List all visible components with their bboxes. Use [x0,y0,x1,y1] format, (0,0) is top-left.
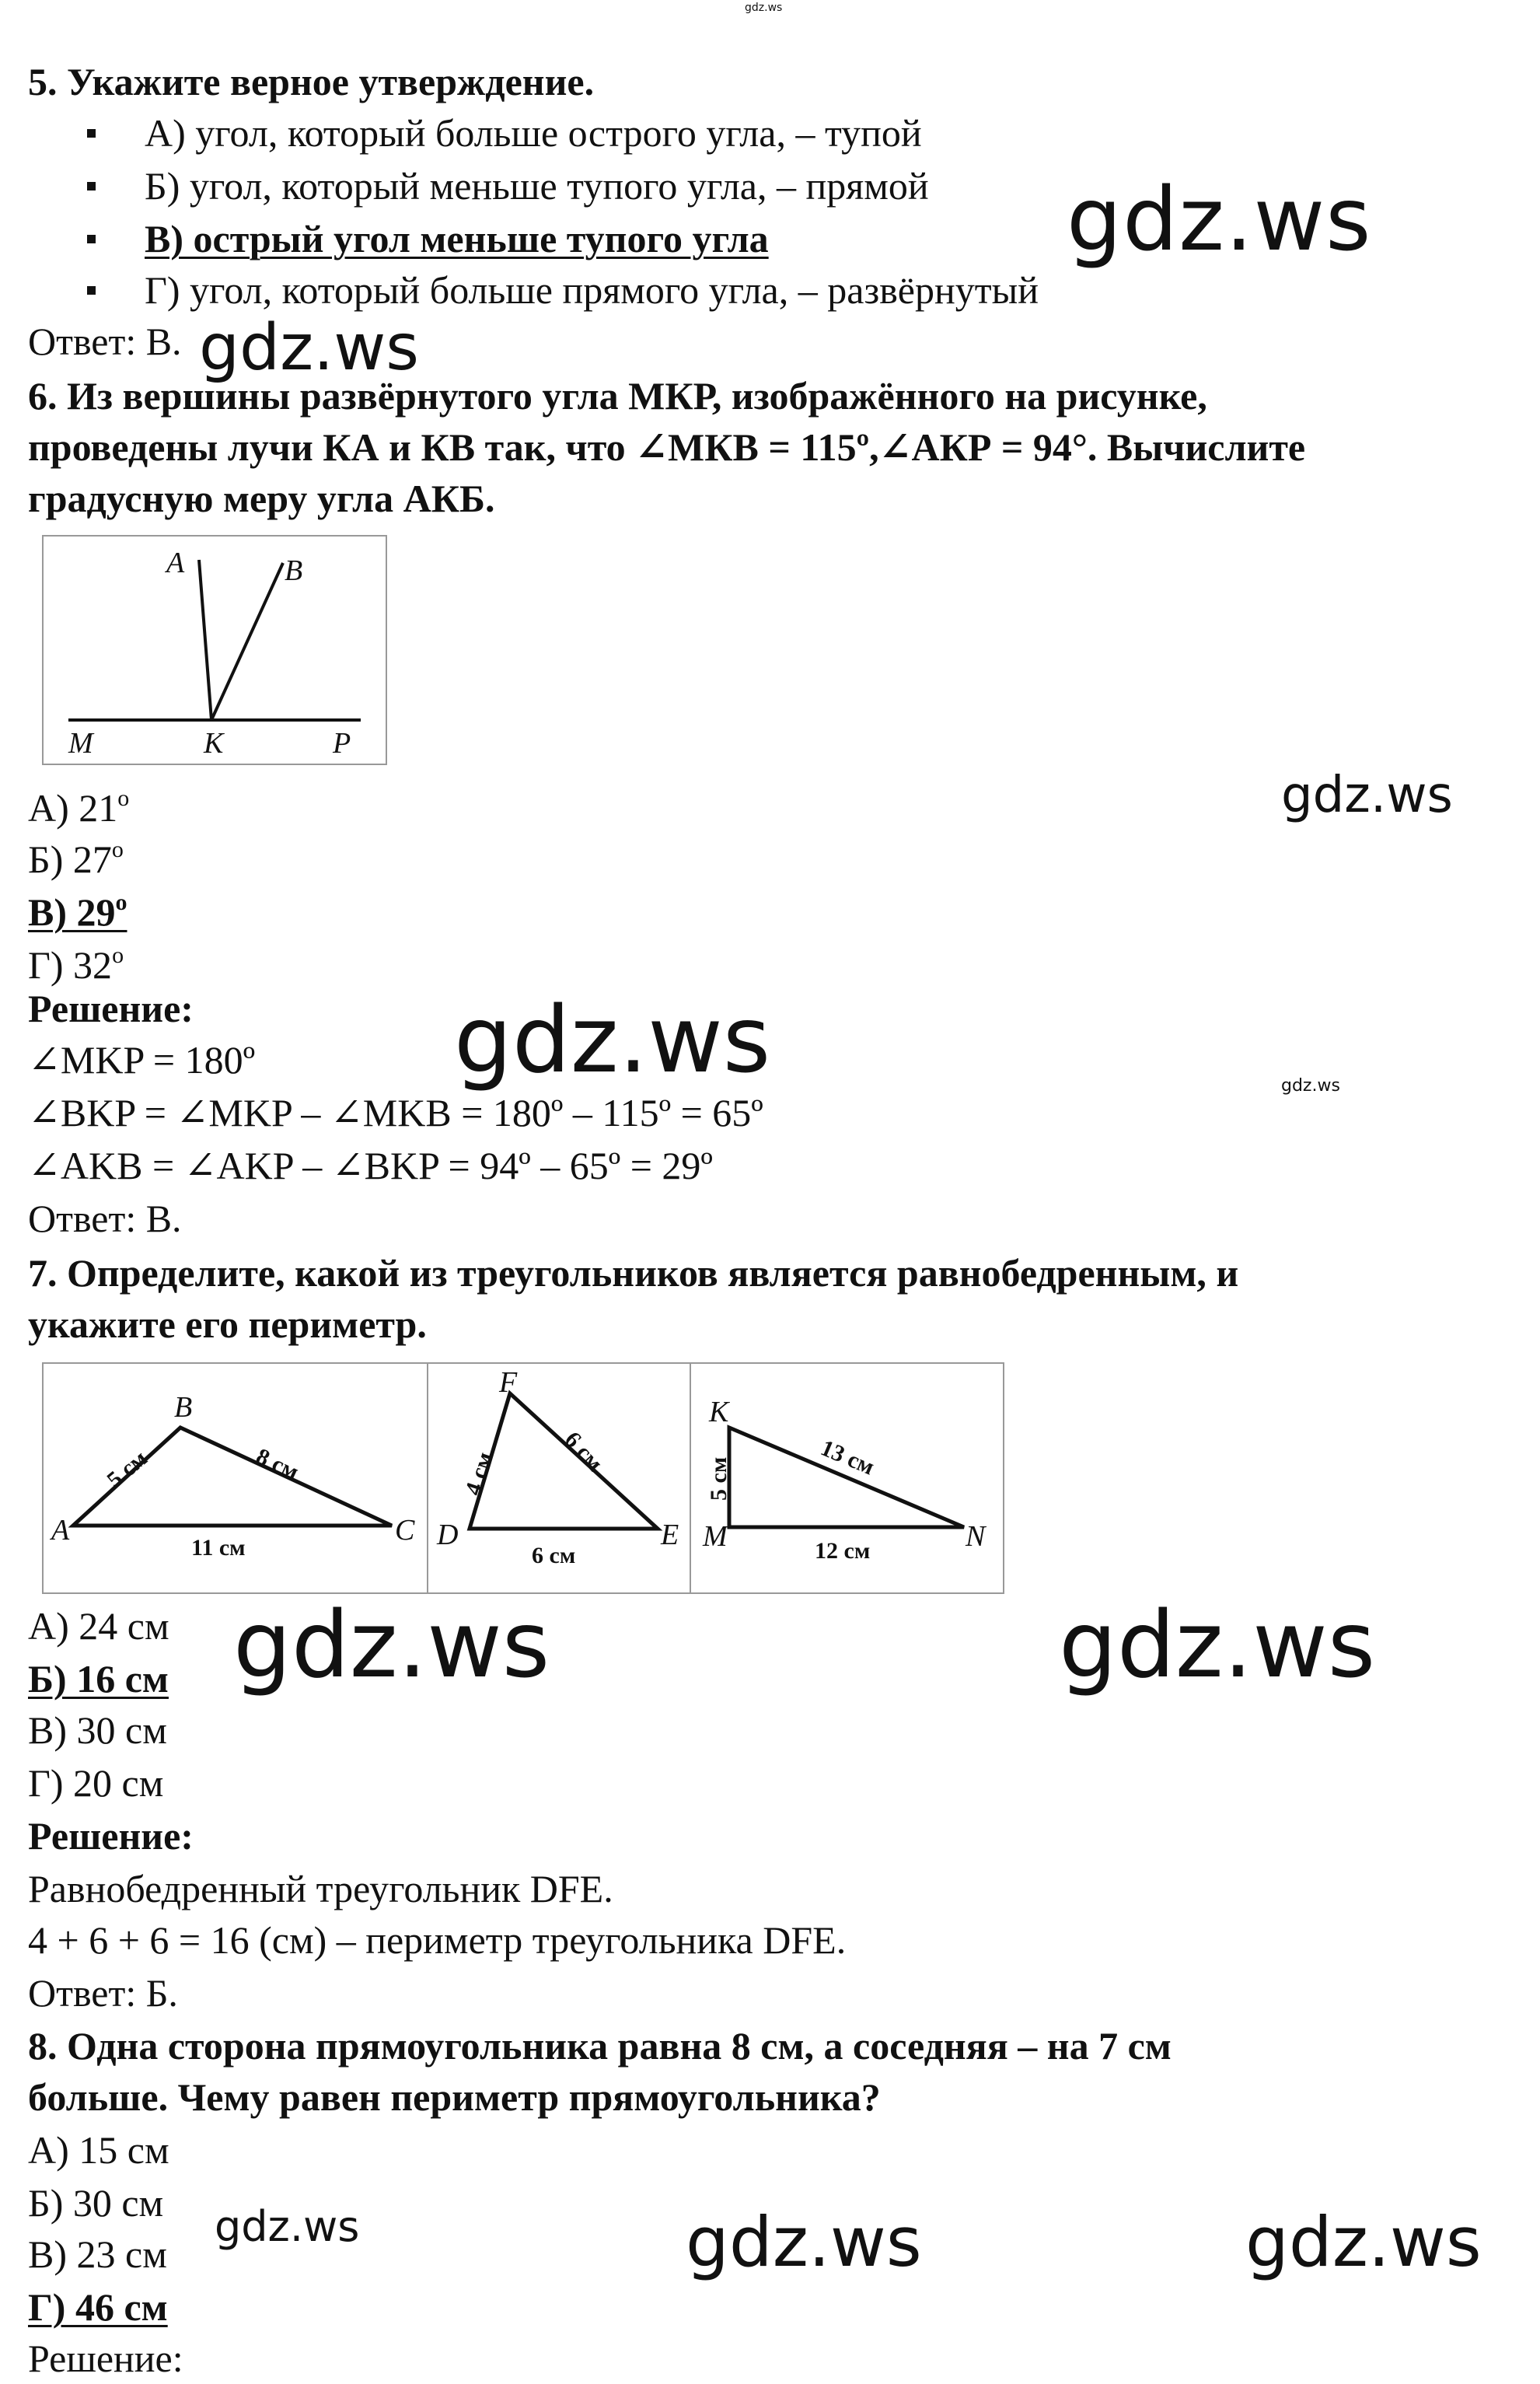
label-vertex-e: E [661,1519,679,1551]
bullet-marker [87,235,96,243]
watermark: gdz.ws [745,2,783,14]
q6-option-b: Б) $27^о$ [28,837,124,881]
label-side-ac: 11 см [191,1535,246,1561]
label-m: M [68,727,93,760]
label-vertex-d: D [437,1519,459,1551]
q7-solution-line: 4 + 6 + 6 = 16 (см) – периметр треугольника DFE. [28,1918,847,1962]
q6-answer: Ответ: В. [28,1197,182,1240]
label-side-km: 5 см [706,1456,732,1501]
q5-option-b: Б) угол, который меньше тупого угла, – прямой [145,164,929,208]
q7-solution-line: Равнобедренный треугольник DFE. [28,1867,613,1910]
question-6-title-line: 6. Из вершины развёрнутого угла МКР, изображённого на рисунке, [28,374,1207,418]
q5-answer: Ответ: В. [28,320,182,363]
q8-option-a: А) 15 см [28,2128,169,2172]
q8-option-b: Б) 30 см [28,2181,164,2225]
question-7-title-line: укажите его периметр. [28,1302,427,1346]
q8-solution-label: Решение: [28,2337,183,2380]
label-b: B [285,554,303,587]
watermark: gdz.ws [1067,170,1372,271]
q5-option-c-correct: В) острый угол меньше тупого угла [145,217,769,260]
label-vertex-m: M [703,1520,728,1553]
q7-answer: Ответ: Б. [28,1971,178,2015]
triangles-figure-svg [44,1364,1003,1592]
watermark: gdz.ws [1059,1591,1376,1698]
q7-option-c: В) 30 см [28,1708,167,1752]
label-vertex-k: K [709,1396,729,1428]
q7-option-a: А) 24 см [28,1604,169,1648]
question-5-title: 5. Укажите верное утверждение. [28,60,595,103]
q5-option-d: Г) угол, который больше прямого угла, – развёрнутый [145,268,1039,312]
watermark: gdz.ws [199,311,419,385]
label-side-de: 6 см [532,1543,576,1568]
watermark: gdz.ws [233,1591,550,1698]
question-7-title-line: 7. Определите, какой из треугольников является равнобедренным, и [28,1251,1239,1295]
question-8-title-line: 8. Одна сторона прямоугольника равна 8 см, а соседняя – на 7 см [28,2024,1172,2068]
label-vertex-f: F [499,1366,518,1399]
q5-option-a: А) угол, который больше острого угла, – тупой [145,111,922,155]
label-side-kn: 13 см [816,1435,878,1480]
label-vertex-n: N [966,1520,986,1553]
watermark: gdz.ws [686,2202,922,2282]
watermark: gdz.ws [1281,767,1453,824]
angle-figure-svg [44,537,386,764]
question-6-title-line: градусную меру угла АКБ. [28,477,495,520]
label-side-mn: 12 см [815,1538,871,1564]
bullet-marker [87,286,96,295]
triangle-dfe [470,1393,658,1529]
triangles-figure [42,1362,1004,1594]
label-side-fe: 6 см [559,1426,608,1477]
q6-solution-label: Решение: [28,987,194,1030]
ray-kb [211,563,283,720]
label-vertex-b: B [174,1391,193,1424]
label-p: P [333,727,351,760]
label-a: A [166,547,185,579]
q7-option-d: Г) 20 см [28,1761,164,1805]
label-vertex-c: C [395,1514,415,1547]
q6-option-d: Г) $32^о$ [28,942,124,987]
watermark: gdz.ws [1281,1076,1340,1096]
angle-figure [42,535,387,765]
label-side-df: 4 см [459,1449,498,1499]
label-k: K [204,727,224,760]
question-6-title-line: проведены лучи КА и КВ так, что ∠МКВ = 115º,∠АКР = 94°. Вычислите [28,425,1306,469]
q6-option-c-correct: В) $29^о$ [28,890,127,934]
q6-solution-line: ∠MKP = 180º [28,1038,256,1082]
label-side-bc: 8 см [252,1443,303,1486]
watermark: gdz.ws [215,2202,360,2251]
q7-solution-label: Решение: [28,1814,194,1858]
label-vertex-a: A [51,1514,70,1547]
watermark: gdz.ws [454,986,771,1093]
bullet-marker [87,129,96,138]
question-8-title-line: больше. Чему равен периметр прямоугольника? [28,2075,881,2119]
q6-solution-line: ∠AKB = ∠AKP – ∠BKP = 94º – 65º = 29º [28,1144,713,1187]
q7-option-b-correct: Б) 16 см [28,1657,169,1701]
bullet-marker [87,182,96,191]
q8-option-c: В) 23 см [28,2232,167,2276]
q8-option-d-correct: Г) 46 см [28,2285,168,2329]
ray-ka [199,560,211,720]
watermark: gdz.ws [1245,2202,1482,2282]
q6-option-a: А) $21^о$ [28,785,130,830]
label-side-ab: 5 см [102,1445,152,1494]
q6-solution-line: ∠BKP = ∠MKP – ∠MKB = 180º – 115º = 65º [28,1091,763,1134]
